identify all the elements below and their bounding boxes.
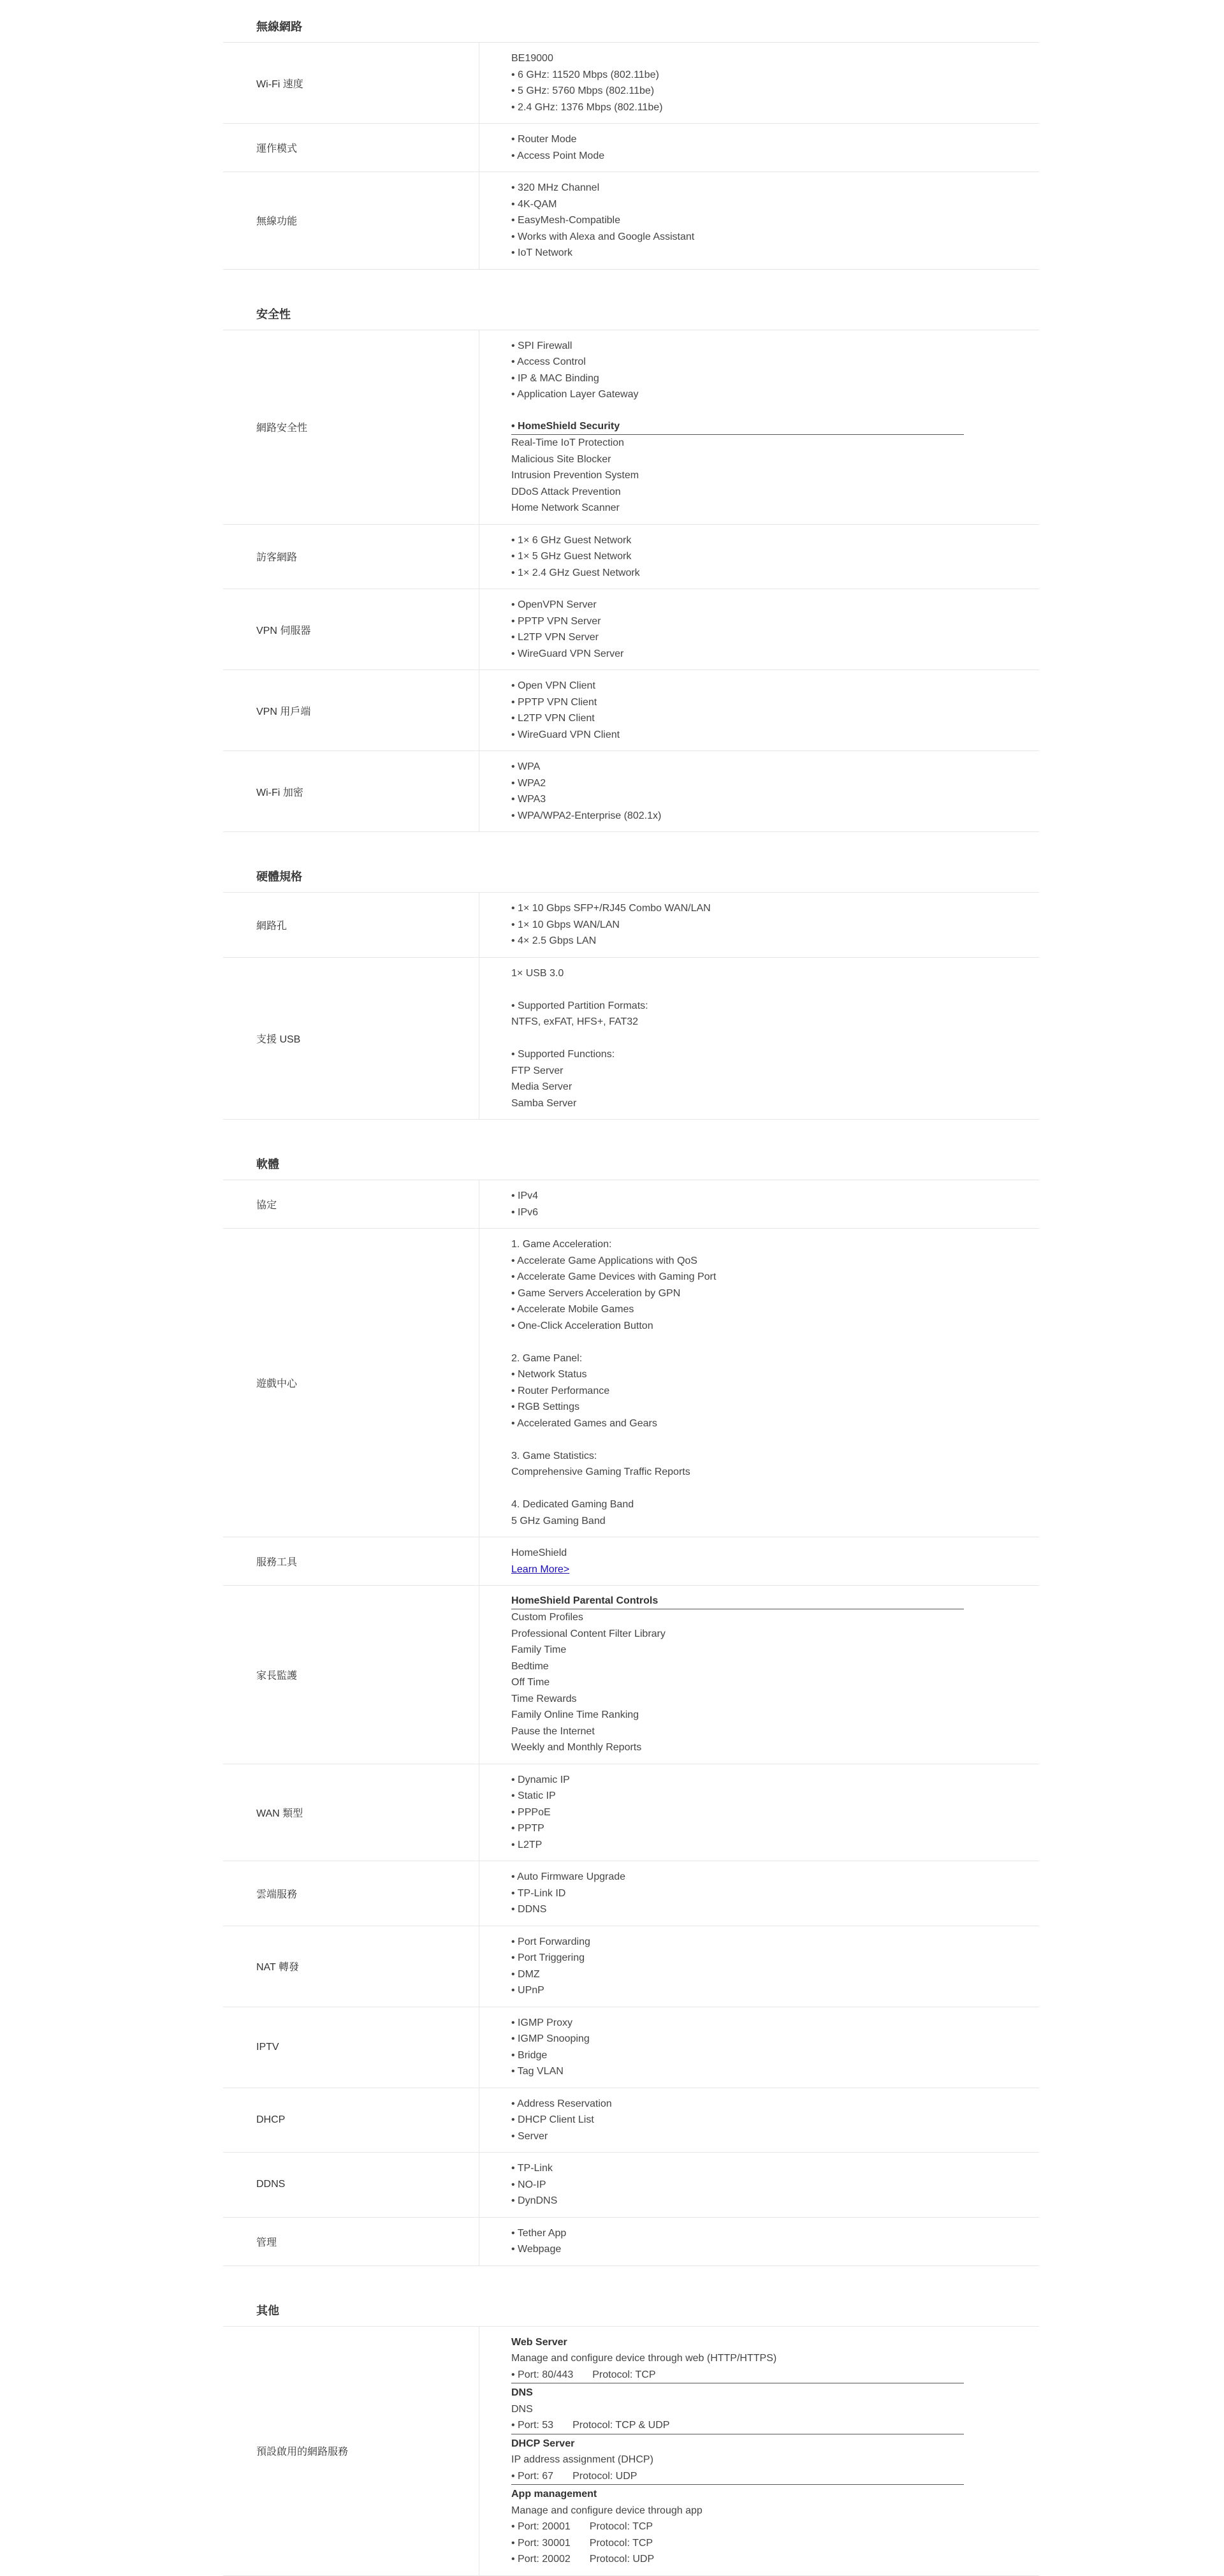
- section: [223, 1144, 1039, 2266]
- spec-line: • PPTP VPN Server: [511, 615, 601, 627]
- spec-line: • Accelerate Mobile Games: [511, 1304, 634, 1315]
- spec-row-network-services: [223, 2326, 1039, 2576]
- service-description: Manage and configure device through web (HTTP/HTTPS): [511, 2353, 777, 2364]
- spec-line: 1× USB 3.0: [511, 967, 564, 979]
- spec-line: DDoS Attack Prevention: [511, 486, 621, 497]
- spec-line: FTP Server: [511, 1065, 564, 1076]
- spec-row: [223, 892, 1039, 957]
- spec-line: • TP-Link: [511, 2163, 553, 2174]
- service-port-line: [511, 2367, 964, 2383]
- spec-line: • WireGuard VPN Client: [511, 729, 620, 740]
- spec-value: [479, 1537, 1039, 1585]
- service-name: Web Server: [511, 2336, 567, 2348]
- spec-line: • DHCP Client List: [511, 2114, 594, 2125]
- spec-line: [511, 1481, 1039, 1497]
- spec-line: • Application Layer Gateway: [511, 389, 639, 400]
- section-title: 無線網路: [256, 20, 302, 33]
- spec-line: [511, 403, 1039, 420]
- spec-line: [511, 1030, 1039, 1047]
- spec-value: [479, 1229, 1039, 1537]
- spec-line: • PPTP: [511, 1823, 544, 1834]
- spec-line: • NO-IP: [511, 2179, 546, 2190]
- spec-value: [479, 2088, 1039, 2153]
- spec-label: 網路孔: [223, 893, 479, 957]
- spec-row: [223, 1180, 1039, 1228]
- spec-line: • PPPoE: [511, 1806, 551, 1818]
- service-description: IP address assignment (DHCP): [511, 2454, 653, 2465]
- service-protocol: Protocol: TCP: [592, 2369, 656, 2380]
- spec-line: 4. Dedicated Gaming Band: [511, 1499, 634, 1510]
- service-block: [511, 2334, 964, 2384]
- spec-label: VPN 用戶端: [223, 670, 479, 750]
- spec-line: • Supported Partition Formats:: [511, 1000, 648, 1011]
- spec-line: • Bridge: [511, 2049, 548, 2061]
- service-port-line: [511, 2535, 964, 2552]
- spec-value: [479, 751, 1039, 831]
- spec-row: [223, 670, 1039, 750]
- service-port: • Port: 30001: [511, 2537, 571, 2549]
- spec-value: [479, 1764, 1039, 1861]
- spec-line: Intrusion Prevention System: [511, 470, 639, 481]
- spec-line: Malicious Site Blocker: [511, 453, 611, 465]
- spec-line: • 1× 5 GHz Guest Network: [511, 551, 632, 562]
- spec-row: [223, 1585, 1039, 1764]
- spec-line: 5 GHz Gaming Band: [511, 1515, 606, 1526]
- spec-label: 網路安全性: [223, 330, 479, 524]
- spec-line: • IPv4: [511, 1190, 539, 1201]
- spec-value: [479, 330, 1039, 524]
- spec-line: • 6 GHz: 11520 Mbps (802.11be): [511, 69, 659, 80]
- spec-label: 服務工具: [223, 1537, 479, 1585]
- spec-line: Professional Content Filter Library: [511, 1628, 666, 1639]
- service-port: • Port: 20001: [511, 2521, 571, 2532]
- spec-row: [223, 1537, 1039, 1585]
- spec-line: • Network Status: [511, 1369, 587, 1380]
- spec-page: [223, 0, 1039, 2576]
- spec-value: [479, 2218, 1039, 2265]
- spec-line: • IPv6: [511, 1206, 539, 1218]
- service-port: • Port: 67: [511, 2470, 554, 2482]
- spec-line: HomeShield: [511, 1548, 567, 1558]
- service-block: [511, 2436, 964, 2485]
- service-ports: [511, 2367, 964, 2384]
- section: [223, 6, 1039, 270]
- spec-row: [223, 42, 1039, 123]
- section-title: 軟體: [256, 1158, 279, 1171]
- service-port: • Port: 20002: [511, 2554, 571, 2565]
- spec-line: [511, 981, 1039, 998]
- spec-row: [223, 330, 1039, 524]
- spec-value: [479, 1926, 1039, 2007]
- spec-line: • Accelerate Game Applications with QoS: [511, 1255, 697, 1266]
- spec-line: • 4K-QAM: [511, 198, 557, 210]
- spec-line: • DMZ: [511, 1968, 540, 1980]
- spec-line: • Address Reservation: [511, 2098, 612, 2109]
- service-port-line: [511, 2468, 964, 2485]
- spec-line: • Static IP: [511, 1790, 556, 1801]
- spec-label: 預設啟用的網路服務: [223, 2327, 479, 2575]
- spec-line: • 1× 10 Gbps SFP+/RJ45 Combo WAN/LAN: [511, 903, 711, 914]
- spec-line: • DDNS: [511, 1904, 547, 1915]
- spec-line: • L2TP: [511, 1839, 543, 1850]
- service-protocol: Protocol: UDP: [572, 2470, 638, 2482]
- spec-line: • IoT Network: [511, 247, 572, 258]
- spec-row: [223, 2152, 1039, 2217]
- spec-row: [223, 1228, 1039, 1537]
- spec-row: [223, 123, 1039, 172]
- service-description: DNS: [511, 2403, 533, 2415]
- spec-line: • Dynamic IP: [511, 1774, 570, 1785]
- spec-line: Real-Time IoT Protection: [511, 437, 624, 448]
- service-block: [511, 2385, 964, 2434]
- spec-line: Family Time: [511, 1644, 567, 1655]
- service-name: App management: [511, 2489, 597, 2499]
- spec-line: • Port Triggering: [511, 1952, 585, 1963]
- spec-value: [479, 525, 1039, 589]
- section: [223, 294, 1039, 833]
- spec-row: [223, 2217, 1039, 2266]
- service-protocol: Protocol: TCP: [589, 2521, 653, 2532]
- spec-line: • Works with Alexa and Google Assistant: [511, 231, 695, 242]
- spec-line: Samba Server: [511, 1097, 577, 1109]
- spec-line: • Webpage: [511, 2244, 562, 2255]
- spec-line: • One-Click Acceleration Button: [511, 1320, 653, 1331]
- section-title: 安全性: [256, 307, 291, 321]
- spec-label: 運作模式: [223, 124, 479, 172]
- spec-line: 1. Game Acceleration:: [511, 1239, 612, 1250]
- spec-row: [223, 2088, 1039, 2153]
- spec-label: 雲端服務: [223, 1861, 479, 1926]
- spec-value: [479, 589, 1039, 670]
- spec-line: Time Rewards: [511, 1693, 577, 1704]
- service-port-line: [511, 2551, 964, 2568]
- service-ports: [511, 2468, 964, 2485]
- spec-line: • Accelerated Games and Gears: [511, 1417, 657, 1429]
- spec-value: [479, 1861, 1039, 1926]
- spec-label: 家長監護: [223, 1586, 479, 1764]
- spec-row: [223, 172, 1039, 270]
- spec-line: • 1× 10 Gbps WAN/LAN: [511, 919, 620, 930]
- spec-line: Pause the Internet: [511, 1725, 595, 1737]
- service-ports: [511, 2519, 964, 2568]
- spec-value: [479, 1586, 1039, 1764]
- spec-line: BE19000: [511, 53, 553, 64]
- spec-line: • Port Forwarding: [511, 1936, 590, 1947]
- spec-line: Off Time: [511, 1677, 550, 1688]
- spec-line: Bedtime: [511, 1660, 549, 1672]
- spec-line: Media Server: [511, 1081, 572, 1092]
- spec-sections: [223, 6, 1039, 2266]
- spec-line: • Tag VLAN: [511, 2066, 564, 2077]
- service-description: Manage and configure device through app: [511, 2505, 703, 2516]
- spec-line: • HomeShield Security: [511, 419, 964, 435]
- spec-value: [479, 2327, 1039, 2575]
- spec-line: • Server: [511, 2130, 548, 2142]
- section-other: [223, 2290, 1039, 2576]
- spec-label: Wi-Fi 加密: [223, 751, 479, 831]
- spec-value: [479, 43, 1039, 123]
- spec-line: • WPA: [511, 761, 541, 772]
- spec-line: • DynDNS: [511, 2195, 558, 2206]
- spec-label: NAT 轉發: [223, 1926, 479, 2007]
- spec-value: [479, 172, 1039, 269]
- spec-line: • PPTP VPN Client: [511, 696, 597, 708]
- spec-line: • UPnP: [511, 1985, 544, 1996]
- spec-label: 協定: [223, 1180, 479, 1228]
- spec-line: • Open VPN Client: [511, 680, 595, 691]
- spec-line: • Access Control: [511, 356, 586, 367]
- spec-line: • WireGuard VPN Server: [511, 648, 624, 659]
- spec-value: [479, 958, 1039, 1120]
- spec-label: Wi-Fi 速度: [223, 43, 479, 123]
- section: [223, 856, 1039, 1120]
- service-protocol: Protocol: TCP & UDP: [572, 2420, 670, 2431]
- spec-line: Home Network Scanner: [511, 502, 620, 513]
- spec-line: Comprehensive Gaming Traffic Reports: [511, 1467, 690, 1477]
- spec-line: • OpenVPN Server: [511, 599, 597, 610]
- service-name: DHCP Server: [511, 2438, 575, 2449]
- spec-row: [223, 2007, 1039, 2088]
- service-port: • Port: 53: [511, 2420, 554, 2431]
- spec-line: • EasyMesh-Compatible: [511, 215, 620, 226]
- spec-value: [479, 670, 1039, 750]
- spec-line: • Auto Firmware Upgrade: [511, 1871, 626, 1882]
- spec-line: • 5 GHz: 5760 Mbps (802.11be): [511, 85, 655, 96]
- spec-label: 管理: [223, 2218, 479, 2265]
- spec-line: NTFS, exFAT, HFS+, FAT32: [511, 1016, 639, 1027]
- spec-value: [479, 2007, 1039, 2088]
- spec-line: • Game Servers Acceleration by GPN: [511, 1287, 681, 1299]
- spec-row: [223, 1764, 1039, 1861]
- spec-line: • Router Performance: [511, 1385, 610, 1396]
- spec-line: • 2.4 GHz: 1376 Mbps (802.11be): [511, 101, 663, 113]
- spec-line: • IP & MAC Binding: [511, 372, 599, 384]
- spec-label: DHCP: [223, 2088, 479, 2153]
- spec-line: • 1× 2.4 GHz Guest Network: [511, 567, 640, 578]
- spec-value: [479, 1180, 1039, 1228]
- spec-line: HomeShield Parental Controls: [511, 1593, 964, 1609]
- spec-line: • SPI Firewall: [511, 340, 572, 351]
- spec-label: VPN 伺服器: [223, 589, 479, 670]
- spec-value: [479, 124, 1039, 172]
- spec-line: • L2TP VPN Client: [511, 713, 595, 724]
- spec-row: [223, 750, 1039, 832]
- spec-line: • 4× 2.5 Gbps LAN: [511, 935, 597, 946]
- spec-line: • IGMP Proxy: [511, 2017, 572, 2028]
- spec-line: • Supported Functions:: [511, 1049, 615, 1060]
- spec-row: [223, 1861, 1039, 1926]
- spec-line: • 320 MHz Channel: [511, 182, 600, 193]
- spec-line: • RGB Settings: [511, 1401, 579, 1412]
- spec-line: • 1× 6 GHz Guest Network: [511, 534, 632, 546]
- spec-row: [223, 524, 1039, 589]
- spec-line: • WPA/WPA2-Enterprise (802.1x): [511, 810, 662, 821]
- spec-label: WAN 類型: [223, 1764, 479, 1861]
- spec-label: 支援 USB: [223, 958, 479, 1120]
- learn-more-link[interactable]: Learn More>: [511, 1563, 570, 1575]
- spec-label: DDNS: [223, 2153, 479, 2217]
- spec-line: • WPA2: [511, 777, 546, 789]
- spec-line: • WPA3: [511, 794, 546, 805]
- service-block: [511, 2486, 964, 2568]
- spec-value: [479, 893, 1039, 957]
- section-title: 其他: [256, 2304, 279, 2317]
- spec-line: Weekly and Monthly Reports: [511, 1742, 642, 1753]
- spec-line: 2. Game Panel:: [511, 1352, 583, 1364]
- spec-row: [223, 589, 1039, 670]
- spec-line: Family Online Time Ranking: [511, 1709, 639, 1720]
- spec-line: Custom Profiles: [511, 1612, 583, 1623]
- service-port-line: [511, 2417, 964, 2434]
- service-ports: [511, 2417, 964, 2434]
- spec-line: • L2TP VPN Server: [511, 632, 599, 643]
- spec-row: [223, 1926, 1039, 2007]
- spec-line: [511, 1431, 1039, 1448]
- service-port: • Port: 80/443: [511, 2369, 574, 2380]
- spec-line: • Router Mode: [511, 134, 577, 145]
- service-protocol: Protocol: UDP: [589, 2554, 655, 2565]
- service-name: DNS: [511, 2387, 533, 2398]
- spec-row: [223, 957, 1039, 1120]
- spec-line: • Access Point Mode: [511, 150, 605, 161]
- spec-label: 訪客網路: [223, 525, 479, 589]
- spec-line: • TP-Link ID: [511, 1887, 566, 1899]
- section-title: 硬體規格: [256, 870, 302, 883]
- service-protocol: Protocol: TCP: [589, 2537, 653, 2549]
- spec-label: 遊戲中心: [223, 1229, 479, 1537]
- spec-value: [479, 2153, 1039, 2217]
- spec-label: 無線功能: [223, 172, 479, 269]
- spec-line: • IGMP Snooping: [511, 2033, 590, 2044]
- spec-line: 3. Game Statistics:: [511, 1450, 597, 1461]
- spec-line: • Accelerate Game Devices with Gaming Port: [511, 1271, 717, 1282]
- spec-line: • Tether App: [511, 2227, 567, 2239]
- spec-label: IPTV: [223, 2007, 479, 2088]
- service-port-line: [511, 2519, 964, 2535]
- spec-line: [511, 1334, 1039, 1350]
